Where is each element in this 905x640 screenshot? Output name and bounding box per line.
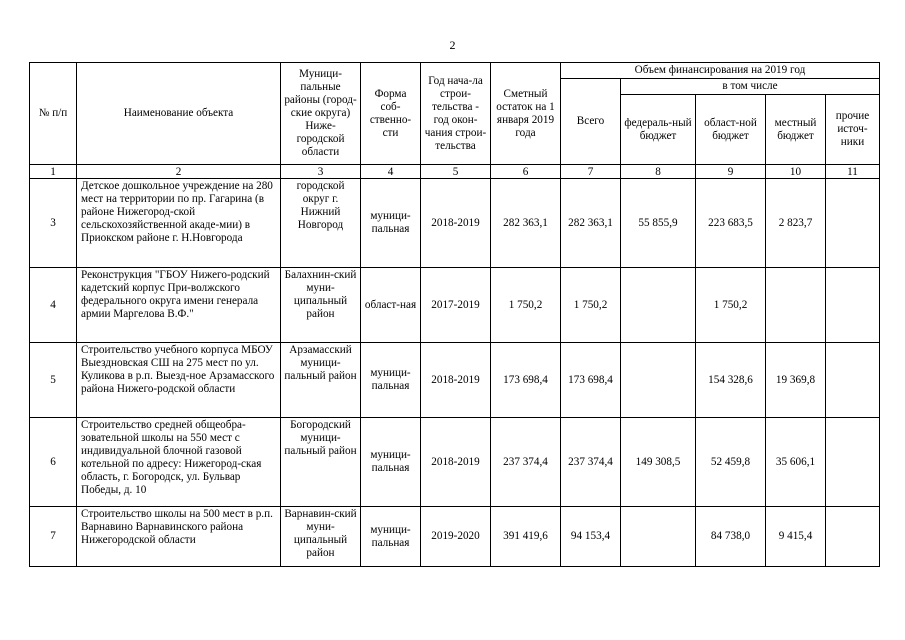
row-num: 5: [30, 343, 77, 418]
column-number-row: [30, 165, 880, 179]
estimated-balance: 282 363,1: [491, 179, 561, 268]
column-number: 10: [766, 165, 826, 179]
estimated-balance: 391 419,6: [491, 507, 561, 567]
ownership-form: муници-пальная: [361, 507, 421, 567]
construction-years: 2018-2019: [421, 343, 491, 418]
header-local: местный бюджет: [766, 95, 826, 165]
total-financing: 1 750,2: [561, 268, 621, 343]
estimated-balance: 173 698,4: [491, 343, 561, 418]
federal-budget: [621, 343, 696, 418]
header-other: прочие источ-ники: [826, 95, 880, 165]
page-number: 2: [449, 38, 456, 52]
object-name: Строительство учебного корпуса МБОУ Выездновская СШ на 275 мест по ул. Куликова в р.п. Выезд-ное Арзамасского района Нижего-родской области: [77, 343, 281, 418]
row-num: 3: [30, 179, 77, 268]
municipal-district: Богородский муници-пальный район: [281, 418, 361, 507]
table-row: [30, 179, 880, 268]
column-number: 3: [281, 165, 361, 179]
regional-budget: 84 738,0: [696, 507, 766, 567]
header-years: Год нача-ла строи-тельства - год окон-чания строи-тельства: [421, 63, 491, 165]
table-row: [30, 268, 880, 343]
other-sources: [826, 507, 880, 567]
column-number: 5: [421, 165, 491, 179]
other-sources: [826, 268, 880, 343]
header-name: Наименование объекта: [77, 63, 281, 165]
table-row: [30, 507, 880, 567]
column-number: 2: [77, 165, 281, 179]
column-number: 11: [826, 165, 880, 179]
other-sources: [826, 418, 880, 507]
regional-budget: 154 328,6: [696, 343, 766, 418]
total-financing: 237 374,4: [561, 418, 621, 507]
regional-budget: 1 750,2: [696, 268, 766, 343]
estimated-balance: 237 374,4: [491, 418, 561, 507]
municipal-district: Варнавин-ский муни-ципальный район: [281, 507, 361, 567]
other-sources: [826, 343, 880, 418]
header-municipal: Муници-пальные районы (город-ские округа) Ниже-городской области: [281, 63, 361, 165]
construction-years: 2018-2019: [421, 418, 491, 507]
header-including: в том числе: [621, 79, 880, 95]
total-financing: 94 153,4: [561, 507, 621, 567]
column-number: 1: [30, 165, 77, 179]
column-number: 6: [491, 165, 561, 179]
regional-budget: 223 683,5: [696, 179, 766, 268]
row-num: 4: [30, 268, 77, 343]
header-total: Всего: [561, 79, 621, 165]
header-num: № п/п: [30, 63, 77, 165]
table-row: [30, 343, 880, 418]
local-budget: 35 606,1: [766, 418, 826, 507]
object-name: Детское дошкольное учреждение на 280 мест на территории по пр. Гагарина (в районе Нижегород-ской сельскохозяйственной акаде-мии) в Приокском районе г. Н.Новгорода: [77, 179, 281, 268]
ownership-form: муници-пальная: [361, 343, 421, 418]
local-budget: 19 369,8: [766, 343, 826, 418]
ownership-form: муници-пальная: [361, 418, 421, 507]
local-budget: [766, 268, 826, 343]
local-budget: 2 823,7: [766, 179, 826, 268]
municipal-district: городской округ г. Нижний Новгород: [281, 179, 361, 268]
municipal-district: Балахнин-ский муни-ципальный район: [281, 268, 361, 343]
header-financing: Объем финансирования на 2019 год: [561, 63, 880, 79]
federal-budget: 149 308,5: [621, 418, 696, 507]
total-financing: 173 698,4: [561, 343, 621, 418]
header-ownership: Форма соб-ственно-сти: [361, 63, 421, 165]
object-name: Строительство школы на 500 мест в р.п. Варнавино Варнавинского района Нижегородской области: [77, 507, 281, 567]
row-num: 6: [30, 418, 77, 507]
column-number: 7: [561, 165, 621, 179]
federal-budget: [621, 268, 696, 343]
header-regional: област-ной бюджет: [696, 95, 766, 165]
construction-years: 2018-2019: [421, 179, 491, 268]
table-row: [30, 418, 880, 507]
row-num: 7: [30, 507, 77, 567]
total-financing: 282 363,1: [561, 179, 621, 268]
column-number: 4: [361, 165, 421, 179]
ownership-form: област-ная: [361, 268, 421, 343]
local-budget: 9 415,4: [766, 507, 826, 567]
construction-years: 2019-2020: [421, 507, 491, 567]
regional-budget: 52 459,8: [696, 418, 766, 507]
object-name: Строительство средней общеобра-зовательной школы на 550 мест с индивидуальной блочной газовой котельной по адресу: Нижегород-ская область, г. Богородск, ул. Бульвар Победы, д. 10: [77, 418, 281, 507]
estimated-balance: 1 750,2: [491, 268, 561, 343]
object-name: Реконструкция "ГБОУ Нижего-родский кадетский корпус При-волжского федерального округа имени генерала армии Маргелова В.Ф.": [77, 268, 281, 343]
federal-budget: [621, 507, 696, 567]
federal-budget: 55 855,9: [621, 179, 696, 268]
ownership-form: муници-пальная: [361, 179, 421, 268]
column-number: 8: [621, 165, 696, 179]
financing-table: [29, 62, 880, 567]
column-number: 9: [696, 165, 766, 179]
other-sources: [826, 179, 880, 268]
construction-years: 2017-2019: [421, 268, 491, 343]
header-balance: Сметный остаток на 1 января 2019 года: [491, 63, 561, 165]
header-federal: федераль-ный бюджет: [621, 95, 696, 165]
municipal-district: Арзамасский муници-пальный район: [281, 343, 361, 418]
